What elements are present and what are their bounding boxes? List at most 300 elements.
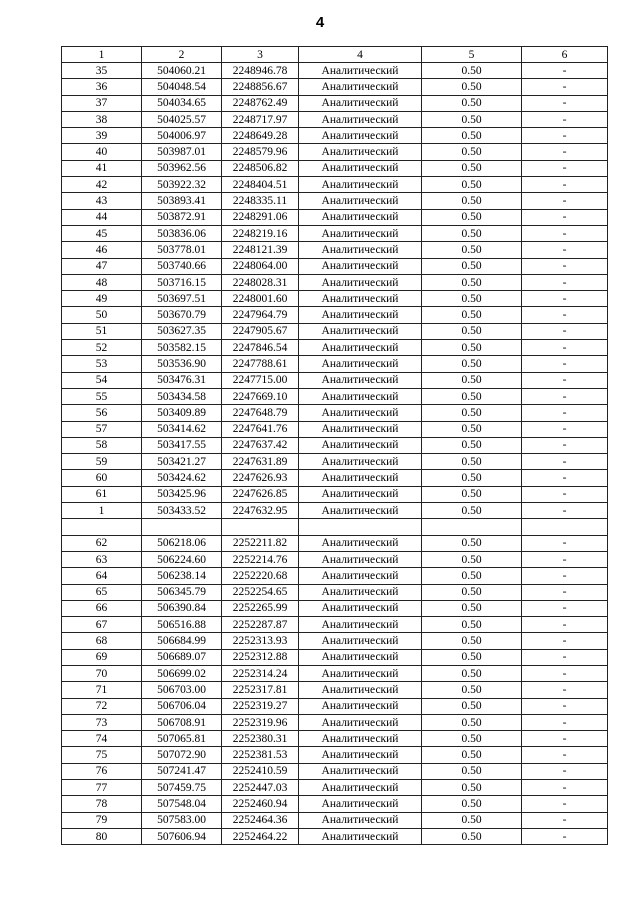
table-row <box>62 682 608 698</box>
method-cell: Аналитический <box>299 340 422 356</box>
x-coordinate-cell: 503836.06 <box>142 225 222 241</box>
header-cell: 2 <box>142 47 222 63</box>
note-cell: - <box>522 649 608 665</box>
y-coordinate-cell: 2248506.82 <box>222 160 299 176</box>
method-cell: Аналитический <box>299 388 422 404</box>
table-row <box>62 209 608 225</box>
y-coordinate-cell: 2247626.85 <box>222 486 299 502</box>
y-coordinate-cell: 2247648.79 <box>222 405 299 421</box>
x-coordinate-cell: 506345.79 <box>142 584 222 600</box>
x-coordinate-cell: 506699.02 <box>142 665 222 681</box>
note-cell: - <box>522 177 608 193</box>
x-coordinate-cell: 503670.79 <box>142 307 222 323</box>
x-coordinate-cell: 507459.75 <box>142 780 222 796</box>
point-number-cell: 39 <box>62 128 142 144</box>
table-row <box>62 503 608 519</box>
method-cell: Аналитический <box>299 63 422 79</box>
table-row <box>62 258 608 274</box>
y-coordinate-cell: 2252314.24 <box>222 665 299 681</box>
point-number-cell: 80 <box>62 828 142 844</box>
accuracy-cell: 0.50 <box>422 747 522 763</box>
accuracy-cell: 0.50 <box>422 405 522 421</box>
point-number-cell: 75 <box>62 747 142 763</box>
method-cell: Аналитический <box>299 242 422 258</box>
table-row <box>62 340 608 356</box>
accuracy-cell: 0.50 <box>422 95 522 111</box>
note-cell: - <box>522 812 608 828</box>
table-row <box>62 111 608 127</box>
x-coordinate-cell: 503716.15 <box>142 274 222 290</box>
table-row <box>62 812 608 828</box>
point-number-cell: 38 <box>62 111 142 127</box>
method-cell: Аналитический <box>299 144 422 160</box>
table-row <box>62 633 608 649</box>
accuracy-cell: 0.50 <box>422 225 522 241</box>
point-number-cell: 45 <box>62 225 142 241</box>
y-coordinate-cell: 2247631.89 <box>222 454 299 470</box>
method-cell: Аналитический <box>299 731 422 747</box>
point-number-cell: 55 <box>62 388 142 404</box>
note-cell: - <box>522 79 608 95</box>
note-cell: - <box>522 551 608 567</box>
y-coordinate-cell: 2252381.53 <box>222 747 299 763</box>
point-number-cell: 56 <box>62 405 142 421</box>
accuracy-cell: 0.50 <box>422 242 522 258</box>
note-cell: - <box>522 323 608 339</box>
x-coordinate-cell: 506218.06 <box>142 535 222 551</box>
table-row <box>62 225 608 241</box>
y-coordinate-cell: 2247788.61 <box>222 356 299 372</box>
y-coordinate-cell: 2247637.42 <box>222 437 299 453</box>
table-row <box>62 486 608 502</box>
x-coordinate-cell: 504060.21 <box>142 63 222 79</box>
table-row <box>62 600 608 616</box>
y-coordinate-cell: 2248404.51 <box>222 177 299 193</box>
x-coordinate-cell: 506708.91 <box>142 714 222 730</box>
y-coordinate-cell: 2252220.68 <box>222 568 299 584</box>
x-coordinate-cell: 506390.84 <box>142 600 222 616</box>
point-number-cell: 68 <box>62 633 142 649</box>
y-coordinate-cell <box>222 519 299 535</box>
x-coordinate-cell: 503414.62 <box>142 421 222 437</box>
note-cell: - <box>522 63 608 79</box>
accuracy-cell: 0.50 <box>422 535 522 551</box>
y-coordinate-cell: 2247964.79 <box>222 307 299 323</box>
method-cell: Аналитический <box>299 356 422 372</box>
point-number-cell: 1 <box>62 503 142 519</box>
x-coordinate-cell: 507072.90 <box>142 747 222 763</box>
table-row <box>62 63 608 79</box>
method-cell: Аналитический <box>299 79 422 95</box>
table-body <box>62 47 608 845</box>
table-row <box>62 421 608 437</box>
y-coordinate-cell: 2252287.87 <box>222 617 299 633</box>
x-coordinate-cell: 503536.90 <box>142 356 222 372</box>
point-number-cell: 37 <box>62 95 142 111</box>
note-cell: - <box>522 225 608 241</box>
note-cell: - <box>522 470 608 486</box>
note-cell: - <box>522 535 608 551</box>
accuracy-cell: 0.50 <box>422 763 522 779</box>
point-number-cell: 53 <box>62 356 142 372</box>
page-number: 4 <box>315 14 325 31</box>
method-cell: Аналитический <box>299 111 422 127</box>
point-number-cell: 46 <box>62 242 142 258</box>
x-coordinate-cell: 507548.04 <box>142 796 222 812</box>
point-number-cell: 50 <box>62 307 142 323</box>
point-number-cell: 66 <box>62 600 142 616</box>
accuracy-cell: 0.50 <box>422 307 522 323</box>
x-coordinate-cell: 503872.91 <box>142 209 222 225</box>
x-coordinate-cell: 503697.51 <box>142 291 222 307</box>
y-coordinate-cell: 2247669.10 <box>222 388 299 404</box>
method-cell: Аналитический <box>299 291 422 307</box>
method-cell: Аналитический <box>299 421 422 437</box>
y-coordinate-cell: 2248028.31 <box>222 274 299 290</box>
accuracy-cell: 0.50 <box>422 828 522 844</box>
point-number-cell: 65 <box>62 584 142 600</box>
table-row <box>62 617 608 633</box>
coordinates-table <box>61 46 608 845</box>
point-number-cell: 48 <box>62 274 142 290</box>
note-cell: - <box>522 160 608 176</box>
note-cell: - <box>522 682 608 698</box>
method-cell: Аналитический <box>299 405 422 421</box>
point-number-cell: 59 <box>62 454 142 470</box>
x-coordinate-cell: 503922.32 <box>142 177 222 193</box>
note-cell: - <box>522 242 608 258</box>
accuracy-cell: 0.50 <box>422 698 522 714</box>
method-cell: Аналитический <box>299 470 422 486</box>
accuracy-cell: 0.50 <box>422 291 522 307</box>
x-coordinate-cell: 506703.00 <box>142 682 222 698</box>
table-row <box>62 454 608 470</box>
point-number-cell: 70 <box>62 665 142 681</box>
point-number-cell: 78 <box>62 796 142 812</box>
note-cell: - <box>522 405 608 421</box>
method-cell: Аналитический <box>299 584 422 600</box>
note-cell: - <box>522 698 608 714</box>
method-cell <box>299 519 422 535</box>
table-row <box>62 388 608 404</box>
y-coordinate-cell: 2248219.16 <box>222 225 299 241</box>
x-coordinate-cell: 507606.94 <box>142 828 222 844</box>
point-number-cell: 35 <box>62 63 142 79</box>
y-coordinate-cell: 2247715.00 <box>222 372 299 388</box>
note-cell: - <box>522 486 608 502</box>
accuracy-cell: 0.50 <box>422 454 522 470</box>
x-coordinate-cell: 504048.54 <box>142 79 222 95</box>
x-coordinate-cell <box>142 519 222 535</box>
point-number-cell: 58 <box>62 437 142 453</box>
accuracy-cell: 0.50 <box>422 584 522 600</box>
table-row <box>62 796 608 812</box>
note-cell: - <box>522 209 608 225</box>
method-cell: Аналитический <box>299 177 422 193</box>
table-row <box>62 193 608 209</box>
table-row <box>62 551 608 567</box>
note-cell: - <box>522 193 608 209</box>
x-coordinate-cell: 507065.81 <box>142 731 222 747</box>
table-row <box>62 584 608 600</box>
accuracy-cell: 0.50 <box>422 111 522 127</box>
method-cell: Аналитический <box>299 193 422 209</box>
y-coordinate-cell: 2248649.28 <box>222 128 299 144</box>
accuracy-cell: 0.50 <box>422 568 522 584</box>
method-cell: Аналитический <box>299 323 422 339</box>
method-cell: Аналитический <box>299 372 422 388</box>
note-cell: - <box>522 421 608 437</box>
method-cell: Аналитический <box>299 568 422 584</box>
accuracy-cell: 0.50 <box>422 388 522 404</box>
point-number-cell: 64 <box>62 568 142 584</box>
note-cell: - <box>522 568 608 584</box>
header-cell: 6 <box>522 47 608 63</box>
x-coordinate-cell: 506689.07 <box>142 649 222 665</box>
header-cell: 3 <box>222 47 299 63</box>
table-row <box>62 665 608 681</box>
y-coordinate-cell: 2248717.97 <box>222 111 299 127</box>
method-cell: Аналитический <box>299 796 422 812</box>
y-coordinate-cell: 2252254.65 <box>222 584 299 600</box>
point-number-cell: 79 <box>62 812 142 828</box>
accuracy-cell: 0.50 <box>422 372 522 388</box>
note-cell: - <box>522 388 608 404</box>
note-cell: - <box>522 111 608 127</box>
method-cell: Аналитический <box>299 600 422 616</box>
accuracy-cell: 0.50 <box>422 714 522 730</box>
point-number-cell: 40 <box>62 144 142 160</box>
note-cell: - <box>522 274 608 290</box>
point-number-cell: 76 <box>62 763 142 779</box>
y-coordinate-cell: 2252464.36 <box>222 812 299 828</box>
point-number-cell: 51 <box>62 323 142 339</box>
point-number-cell: 71 <box>62 682 142 698</box>
point-number-cell: 63 <box>62 551 142 567</box>
accuracy-cell: 0.50 <box>422 160 522 176</box>
table-row <box>62 307 608 323</box>
note-cell: - <box>522 291 608 307</box>
accuracy-cell: 0.50 <box>422 258 522 274</box>
table-row <box>62 649 608 665</box>
method-cell: Аналитический <box>299 454 422 470</box>
accuracy-cell: 0.50 <box>422 503 522 519</box>
accuracy-cell: 0.50 <box>422 600 522 616</box>
point-number-cell <box>62 519 142 535</box>
point-number-cell: 57 <box>62 421 142 437</box>
method-cell: Аналитический <box>299 160 422 176</box>
point-number-cell: 41 <box>62 160 142 176</box>
table-row <box>62 828 608 844</box>
note-cell: - <box>522 763 608 779</box>
y-coordinate-cell: 2248121.39 <box>222 242 299 258</box>
method-cell: Аналитический <box>299 486 422 502</box>
y-coordinate-cell: 2247632.95 <box>222 503 299 519</box>
method-cell: Аналитический <box>299 551 422 567</box>
accuracy-cell: 0.50 <box>422 649 522 665</box>
method-cell: Аналитический <box>299 828 422 844</box>
table-row <box>62 274 608 290</box>
point-number-cell: 73 <box>62 714 142 730</box>
note-cell: - <box>522 665 608 681</box>
table-row <box>62 698 608 714</box>
method-cell: Аналитический <box>299 95 422 111</box>
note-cell: - <box>522 340 608 356</box>
note-cell: - <box>522 95 608 111</box>
note-cell <box>522 519 608 535</box>
note-cell: - <box>522 600 608 616</box>
method-cell: Аналитический <box>299 763 422 779</box>
note-cell: - <box>522 747 608 763</box>
accuracy-cell: 0.50 <box>422 617 522 633</box>
header-cell: 4 <box>299 47 422 63</box>
accuracy-cell: 0.50 <box>422 470 522 486</box>
method-cell: Аналитический <box>299 780 422 796</box>
note-cell: - <box>522 437 608 453</box>
note-cell: - <box>522 258 608 274</box>
table-header-row <box>62 47 608 63</box>
accuracy-cell: 0.50 <box>422 209 522 225</box>
x-coordinate-cell: 503987.01 <box>142 144 222 160</box>
x-coordinate-cell: 506224.60 <box>142 551 222 567</box>
point-number-cell: 74 <box>62 731 142 747</box>
x-coordinate-cell: 503417.55 <box>142 437 222 453</box>
point-number-cell: 69 <box>62 649 142 665</box>
x-coordinate-cell: 503627.35 <box>142 323 222 339</box>
y-coordinate-cell: 2252447.03 <box>222 780 299 796</box>
method-cell: Аналитический <box>299 437 422 453</box>
header-cell: 5 <box>422 47 522 63</box>
x-coordinate-cell: 503425.96 <box>142 486 222 502</box>
accuracy-cell: 0.50 <box>422 193 522 209</box>
note-cell: - <box>522 356 608 372</box>
y-coordinate-cell: 2247641.76 <box>222 421 299 437</box>
y-coordinate-cell: 2252464.22 <box>222 828 299 844</box>
y-coordinate-cell: 2252410.59 <box>222 763 299 779</box>
y-coordinate-cell: 2252313.93 <box>222 633 299 649</box>
x-coordinate-cell: 507583.00 <box>142 812 222 828</box>
y-coordinate-cell: 2252265.99 <box>222 600 299 616</box>
x-coordinate-cell: 506706.04 <box>142 698 222 714</box>
accuracy-cell: 0.50 <box>422 421 522 437</box>
point-number-cell: 77 <box>62 780 142 796</box>
x-coordinate-cell: 504006.97 <box>142 128 222 144</box>
y-coordinate-cell: 2248335.11 <box>222 193 299 209</box>
point-number-cell: 44 <box>62 209 142 225</box>
accuracy-cell: 0.50 <box>422 437 522 453</box>
accuracy-cell: 0.50 <box>422 128 522 144</box>
point-number-cell: 47 <box>62 258 142 274</box>
x-coordinate-cell: 503434.58 <box>142 388 222 404</box>
note-cell: - <box>522 617 608 633</box>
table-row <box>62 79 608 95</box>
point-number-cell: 60 <box>62 470 142 486</box>
y-coordinate-cell: 2248946.78 <box>222 63 299 79</box>
note-cell: - <box>522 828 608 844</box>
y-coordinate-cell: 2248579.96 <box>222 144 299 160</box>
x-coordinate-cell: 503433.52 <box>142 503 222 519</box>
table-row <box>62 242 608 258</box>
method-cell: Аналитический <box>299 535 422 551</box>
accuracy-cell: 0.50 <box>422 682 522 698</box>
x-coordinate-cell: 503582.15 <box>142 340 222 356</box>
y-coordinate-cell: 2247626.93 <box>222 470 299 486</box>
note-cell: - <box>522 454 608 470</box>
y-coordinate-cell: 2252312.88 <box>222 649 299 665</box>
y-coordinate-cell: 2248001.60 <box>222 291 299 307</box>
method-cell: Аналитический <box>299 665 422 681</box>
point-number-cell: 61 <box>62 486 142 502</box>
table-row <box>62 519 608 535</box>
method-cell: Аналитический <box>299 649 422 665</box>
x-coordinate-cell: 504034.65 <box>142 95 222 111</box>
table-row <box>62 535 608 551</box>
table-row <box>62 291 608 307</box>
y-coordinate-cell: 2252317.81 <box>222 682 299 698</box>
accuracy-cell: 0.50 <box>422 486 522 502</box>
point-number-cell: 67 <box>62 617 142 633</box>
point-number-cell: 43 <box>62 193 142 209</box>
point-number-cell: 36 <box>62 79 142 95</box>
accuracy-cell: 0.50 <box>422 796 522 812</box>
x-coordinate-cell: 503962.56 <box>142 160 222 176</box>
x-coordinate-cell: 503778.01 <box>142 242 222 258</box>
y-coordinate-cell: 2248291.06 <box>222 209 299 225</box>
accuracy-cell: 0.50 <box>422 551 522 567</box>
accuracy-cell: 0.50 <box>422 177 522 193</box>
header-cell: 1 <box>62 47 142 63</box>
table-row <box>62 763 608 779</box>
table-row <box>62 731 608 747</box>
y-coordinate-cell: 2252319.27 <box>222 698 299 714</box>
accuracy-cell: 0.50 <box>422 665 522 681</box>
accuracy-cell: 0.50 <box>422 340 522 356</box>
table-row <box>62 747 608 763</box>
y-coordinate-cell: 2248064.00 <box>222 258 299 274</box>
method-cell: Аналитический <box>299 258 422 274</box>
accuracy-cell: 0.50 <box>422 633 522 649</box>
x-coordinate-cell: 503893.41 <box>142 193 222 209</box>
table-row <box>62 568 608 584</box>
accuracy-cell: 0.50 <box>422 79 522 95</box>
accuracy-cell <box>422 519 522 535</box>
accuracy-cell: 0.50 <box>422 731 522 747</box>
method-cell: Аналитический <box>299 698 422 714</box>
table-row <box>62 405 608 421</box>
table-row <box>62 437 608 453</box>
y-coordinate-cell: 2252460.94 <box>222 796 299 812</box>
point-number-cell: 72 <box>62 698 142 714</box>
table-row <box>62 714 608 730</box>
y-coordinate-cell: 2248762.49 <box>222 95 299 111</box>
note-cell: - <box>522 584 608 600</box>
point-number-cell: 54 <box>62 372 142 388</box>
y-coordinate-cell: 2252214.76 <box>222 551 299 567</box>
x-coordinate-cell: 503476.31 <box>142 372 222 388</box>
note-cell: - <box>522 796 608 812</box>
method-cell: Аналитический <box>299 747 422 763</box>
y-coordinate-cell: 2247905.67 <box>222 323 299 339</box>
table-row <box>62 95 608 111</box>
note-cell: - <box>522 633 608 649</box>
note-cell: - <box>522 128 608 144</box>
note-cell: - <box>522 714 608 730</box>
table-row <box>62 323 608 339</box>
point-number-cell: 42 <box>62 177 142 193</box>
method-cell: Аналитический <box>299 209 422 225</box>
point-number-cell: 62 <box>62 535 142 551</box>
x-coordinate-cell: 506516.88 <box>142 617 222 633</box>
